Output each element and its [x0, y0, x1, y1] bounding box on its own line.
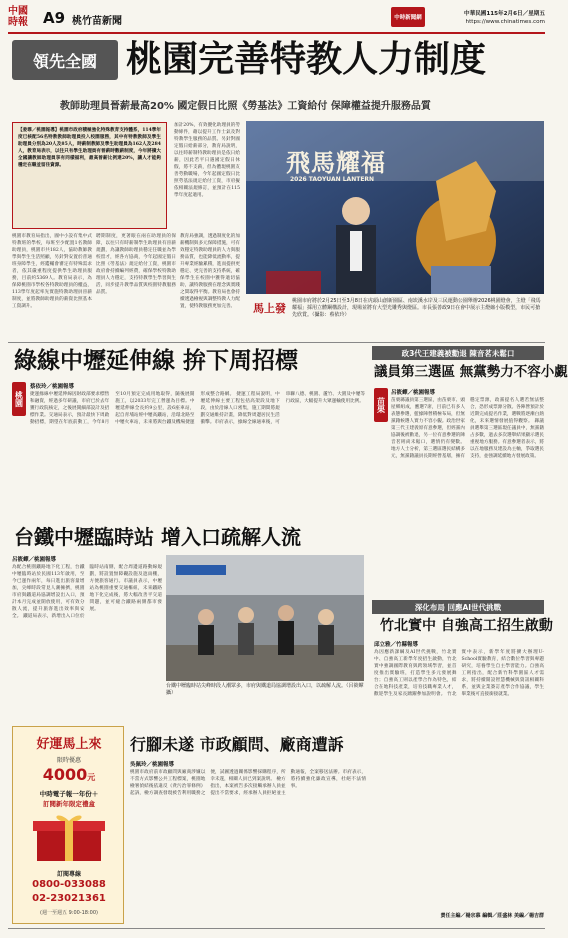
ad-price-unit: 元 — [87, 773, 96, 782]
green-line-headline: 綠線中壢延伸線 拚下周招標 — [14, 348, 299, 374]
taoyuan-tag: 桃園 — [12, 382, 26, 416]
green-line-body-wrap — [30, 382, 365, 524]
tra-body-wrap — [12, 555, 162, 725]
photo-side-label: 馬上發 — [253, 302, 286, 315]
ad-price-row — [17, 765, 121, 784]
subscription-ad[interactable] — [12, 726, 124, 924]
editor-credits: 責任主編／楊宗慕 編輯／莊盛林 美編／楊吉群 — [440, 913, 544, 919]
ad-phone-2[interactable]: 02-23021361 — [32, 893, 106, 904]
ad-phone-1[interactable]: 0800-033088 — [32, 879, 106, 890]
section-divider-1 — [8, 342, 545, 343]
lead-body-col4: 教育局強調，透過制度化的加薪機制與多元保障措施，可有效穩定特教助理員的人力與服務品質，也能降低流動率，提升專業經驗累積，進而提供更穩定、更完善的支持系統，確保學生在校園中獲得適切協助，讓特教服務在理念與實踐之間取得平衡。教育局也會持續透過檢視與調整特教人力配置，使特教服務更加完善。 — [180, 234, 240, 309]
ad-promo-2: 訂閱新年限定禮盒 — [43, 800, 95, 808]
school-headline: 竹北實中 自強高工招生啟動 — [380, 618, 553, 634]
councilor-headline: 議員第三選區 無黨勢力不容小覷 — [374, 364, 568, 380]
ad-hotline-label: 訂閱專線 — [56, 871, 81, 878]
bottom-rule — [8, 928, 545, 929]
photo-banner-text: 飛馬耀福 — [286, 148, 386, 177]
councilor-body: 苗栗縣議員第三選區，由苗栗市、頭屋鄉組成，應選7席，目前已有多人表態參選，藍綠陣營積極布局，但無黨籍候選人實力不容小覷。政治世家第三代王建義原有意參選，但經黨內協調後被勸退，另一位有意參選的陳音茗則尚未鬆口，選情仍有變數。 地方人士分析，第三選區選民結構多元，無黨籍議員長期經營基層，擁有穩定票源，政黨提名人選若無法整合，恐形成票源分散。各陣營預計於近期完成提名作業，選戰將逐漸白熱化，未來選情發展值得觀察。 縣議員選舉第三選區現任議員中，無黨籍占多數，過去多次選舉結果顯示選民重視地方服務。有意參選者表示，將以在地服務及建設為主軸，爭取選民支持，並強調延續地方發展政策。 — [391, 398, 544, 459]
school-body-wrap — [374, 640, 544, 908]
indictment-byline: 吳佩玲／桃園報導 — [130, 762, 175, 768]
miaoli-tag: 苗栗 — [374, 388, 388, 422]
councilor-body-wrap — [391, 388, 544, 596]
lead-headline: 桃園完善特教人力制度 — [126, 39, 487, 80]
indictment-body-wrap — [130, 760, 366, 920]
indictment-headline: 行腳未遂 市政顧問、廠商遭訴 — [130, 735, 344, 754]
newspaper-logo: 中國 時報 — [8, 6, 28, 28]
chinatimes-news-logo: 中時新聞網 — [391, 7, 425, 27]
gift-box-icon — [33, 813, 105, 863]
school-body: 為因應新課綱及AI世代挑戰，竹北實中、自強高工新學年度招生啟動，竹北實中強調國際教育與跨領域學習，並首度推出實驗班，打造學生多元發展舞台；自強高工則以產學合作為特色，結合在地科技產業，培育技職專業人才，歡迎學生及家長踴躍參加說明會。 竹北實中表示，新學年度將擴大辦理U-School實驗教育，結合數位學習與專題研究，培養學生自主學習能力。自強高工則指出，配合新竹科學園區人才需求，將持續開設智慧機械與資訊相關科系，並與企業簽訂產學合作協議，學生畢業後可直接銜接就業。 — [374, 650, 544, 697]
lead-body-col3: 加計20%，有效優化助理員的勞動條件，藉以提升工作士氣及對特教學生服務的品質。另針對國定假日給薪部分，教育局說明，以往時薪制特教助理員是依日給薪，因此若平日遇國定假日休假，將不支薪，但為體現桃園友善勞動職場，今年起國定假日比照勞基法規定給付工資，市府擬依相關法規修訂，並預計在115學年度起適用。 — [174, 123, 240, 198]
lead-subhead: 教師助理員晉薪最高20% 國定假日比照《勞基法》工資給付 保障權益提升服務品質 — [60, 101, 431, 112]
tra-station-photo — [166, 555, 364, 681]
gift-box-image — [33, 813, 105, 863]
tra-photo-caption: 台鐵中壢臨時站尖峰時段人潮眾多，市府與鐵道局協調增設出入口，以疏解人流。（呂筱蟬攝） — [166, 683, 364, 696]
masthead-divider — [8, 32, 545, 34]
ad-subtitle: 限時優惠 — [56, 757, 81, 764]
page-number: A9 — [43, 9, 66, 27]
ad-promo-1: 中時電子報一年份＋ — [39, 790, 99, 798]
lead-photo-caption: 桃園市府將於2月25日至3月8日在虎頭山創新園區、南崁溪水岸及三民運動公園舉辦2026桃園燈會，主燈「飛馬耀福」採用立體鋼構設計，現場並將有大型光雕秀與燈區。市長張善政9日在會中展示主燈縮小版模型，市民可搶先欣賞。（攝影：蔡依玲） — [292, 298, 541, 318]
section-name: 桃竹苗新聞 — [72, 16, 122, 27]
ad-service-hours: (週一至週五 9:00-18:00) — [40, 910, 98, 916]
green-line-byline: 蔡依玲／桃園報導 — [30, 384, 75, 390]
school-banner: 深化布局 回應AI世代挑戰 — [372, 600, 544, 614]
ad-price: 4000 — [42, 765, 88, 784]
lead-kicker-box: 領先全國 — [12, 40, 118, 80]
ad-title: 好運馬上來 — [36, 737, 102, 752]
issue-date: 中華民國115年2月6日／星期五 — [464, 11, 545, 17]
website-url[interactable]: https://www.chinatimes.com — [465, 19, 545, 25]
lead-body-col1: 桃園市教育局指出，國中小設有集中式特教班的學校，每班至少配置1名教師助理員，桃園市共182人，協助教師教學與學生生活照顧，另針對安置於普通班身障學生，經鑑輔會審定有特殊需求者，依其嚴重程度提供學生助理員服務，目前約5369人。教育局表示，為保障桃園市學校各特教助理員的權益，113學年度起率先實施特教助理員晉薪制度，並將教師助理員的薪資比照基本工資調升。 — [12, 234, 92, 309]
councilor-banner: 政3代王建義被勸退 陳音茗未鬆口 — [372, 346, 544, 360]
tra-byline: 呂筱蟬／桃園報導 — [12, 557, 57, 563]
lead-body-col2: 聘期制度，更著眼在兩在助理員的保障，以往只有時薪制學生助理員有晉薪規劃，為讓教師助理員穩定任職並為學校留才，經各方協商，今年起國定假日比照《勞基法》規定給付工資，桃園市政府會持續編列經費，確保學校特教助理員人力穩定，支持特教學生學習與生活，同步提升教學品質與校園特教服務品質。 — [96, 234, 176, 295]
photo-banner-en: 2026 TAOYUAN LANTERN — [290, 176, 375, 183]
tra-station-headline: 台鐵中壢臨時站 增入口疏解人流 — [14, 525, 301, 549]
indictment-body: 桃園市政府前市政顧問與廠商涉嫌以不當方式影響公共工程標案，桃園地檢署偵結後依違反《貪污治罪條例》起訴，檢方調查發現被告利用職務之便，試圖透過關係影響採購程序，所幸未遂，相關人員已到案說明。 檢方指出，本案被告多次接觸承辦人員並提出不當要求，經承辦人員拒絕並主動通報，全案移送法辦。市府表示，將持續強化廉政宣導，杜絕不法情事。 — [130, 770, 366, 796]
lantern-photo — [246, 121, 544, 294]
tra-body: 為配合桃園鐵路地下化工程，台鐵中壢臨時站於民國113年啟用，至今已運作兩年，每日進出旅客量增加，尖峰時段常見人潮擁擠，桃園市府與鐵道局協調增設出入口，預計本月完成並開放使用，可有效分散人流，提升旅客進出效率與安全。 鐵道局表示，新增出入口位於臨時站南側，配合周邊道路動線規劃，將設置無障礙設施及遮雨棚，方便旅客通行。市議員表示，中壢站為桃園重要交通樞紐，未來鐵路地下化完成後，將大幅改善平交道問題，並可縫合鐵路兩側都市發展。 — [12, 565, 162, 619]
station-crowd-illustration — [166, 555, 364, 681]
school-byline: 邱立雅／竹縣報導 — [374, 642, 419, 648]
masthead — [8, 6, 545, 32]
green-line-body: 捷運綠線中壢延伸線因財政部要求標售和融資，經過多年研議，市府已於去年獲行政院核定，之後展開細部設計及招標作業。交通局表示，預計最快下周啟動招標，期望在年底前動工，今年8月至10月預定完成用地取得，隨後展開施工，以2033年完工營運為目標。中壢延伸線全長約9公里，設6座車站，起自青埔站經中壢高鐵站，沿環北路至中壢火車站，未來將與台鐵及機場捷運形成整合路網。 捷運工程局說明，中壢延伸線主要工程包括高架段及地下段，由於沿線人口密集，施工期間將規劃交通維持計畫，降低對周邊居民生活衝擊。市府表示，綠線全線通車後，可串聯八德、桃園、蘆竹、大園及中壢等行政區，大幅提升大眾運輸使用比例。 — [30, 392, 365, 425]
councilor-byline: 呂筱蟬／桃園報導 — [391, 390, 436, 396]
lead-summary-box: 【姜霏／桃園報導】桃園市政府積極強化特殊教育支持體系，114學年度已核配56名特教教師助理員投入校園服務，其中有特教教師及學生助理員分別為20人及85人，時薪制教師及學生助理員為162人及284人，教育局表示，以往只有學生助理員有晉薪時數薪制度，今年將擴大全國讓教師助理員享有同樣福利，最高晉薪比例達20%，讓人才能夠穩定在職並留住資源。 — [12, 122, 167, 229]
